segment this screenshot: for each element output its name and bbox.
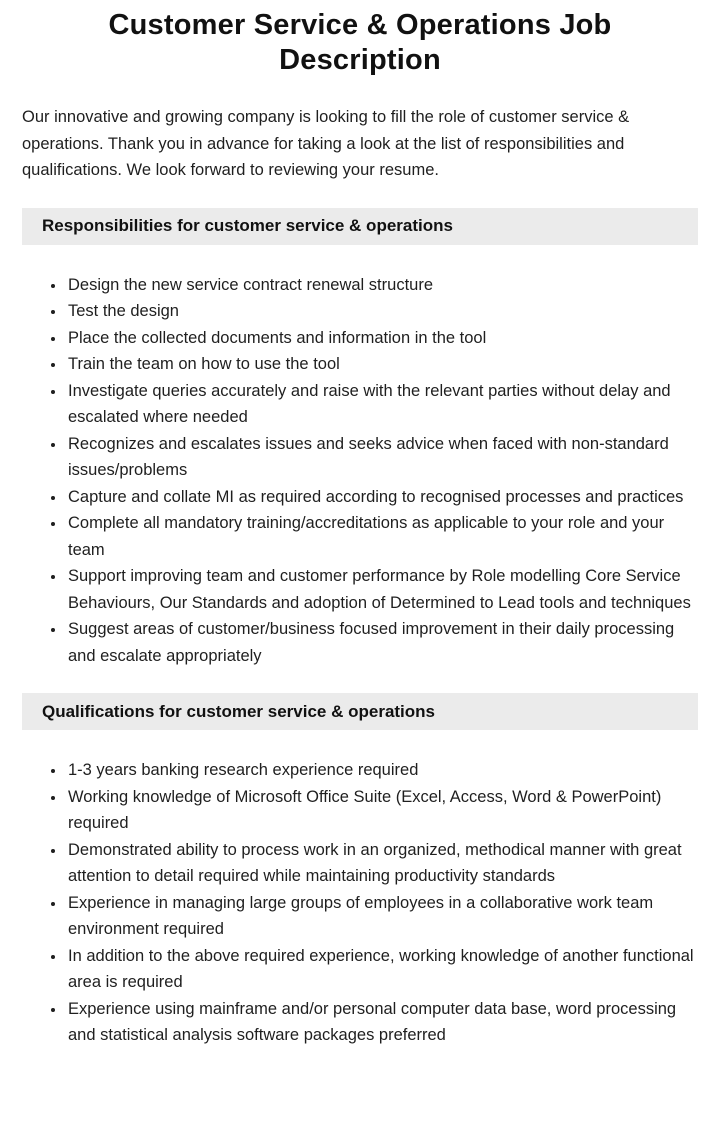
- list-item: • Place the collected documents and information in the tool: [66, 325, 698, 352]
- list-item: • 1-3 years banking research experience required: [66, 757, 698, 784]
- list-item: • Support improving team and customer performance by Role modelling Core Service Behaviours, Our Standards and adoption of Determined to Lead tools and techniques: [66, 563, 698, 616]
- qualifications-section: [22, 693, 698, 1049]
- list-item: • Design the new service contract renewal structure: [66, 272, 698, 299]
- list-item: • Working knowledge of Microsoft Office Suite (Excel, Access, Word & PowerPoint) required: [66, 784, 698, 837]
- responsibilities-heading: Responsibilities for customer service & operations: [22, 208, 698, 245]
- list-item: • Suggest areas of customer/business focused improvement in their daily processing and escalate appropriately: [66, 616, 698, 669]
- page-title: Customer Service & Operations Job Description: [108, 9, 612, 76]
- list-item: • Investigate queries accurately and raise with the relevant parties without delay and escalated where needed: [66, 378, 698, 431]
- list-item: • Test the design: [66, 298, 698, 325]
- list-item: • In addition to the above required experience, working knowledge of another functional area is required: [66, 943, 698, 996]
- intro-paragraph: Our innovative and growing company is looking to fill the role of customer service & operations. Thank you in advance for taking a look at the list of responsibilities and qualifications. We look forward to reviewing your resume.: [22, 108, 630, 179]
- responsibilities-list: [22, 272, 698, 670]
- list-item: • Experience using mainframe and/or personal computer data base, word processing and statistical analysis software packages preferred: [66, 996, 698, 1049]
- qualifications-heading: Qualifications for customer service & operations: [22, 693, 698, 730]
- list-item: • Train the team on how to use the tool: [66, 351, 698, 378]
- qualifications-list: [22, 757, 698, 1049]
- list-item: • Experience in managing large groups of employees in a collaborative work team environment required: [66, 890, 698, 943]
- list-item: • Recognizes and escalates issues and seeks advice when faced with non-standard issues/problems: [66, 431, 698, 484]
- list-item: • Capture and collate MI as required according to recognised processes and practices: [66, 484, 698, 511]
- list-item: • Demonstrated ability to process work in an organized, methodical manner with great attention to detail required while maintaining productivity standards: [66, 837, 698, 890]
- responsibilities-section: [22, 208, 698, 670]
- list-item: • Complete all mandatory training/accreditations as applicable to your role and your team: [66, 510, 698, 563]
